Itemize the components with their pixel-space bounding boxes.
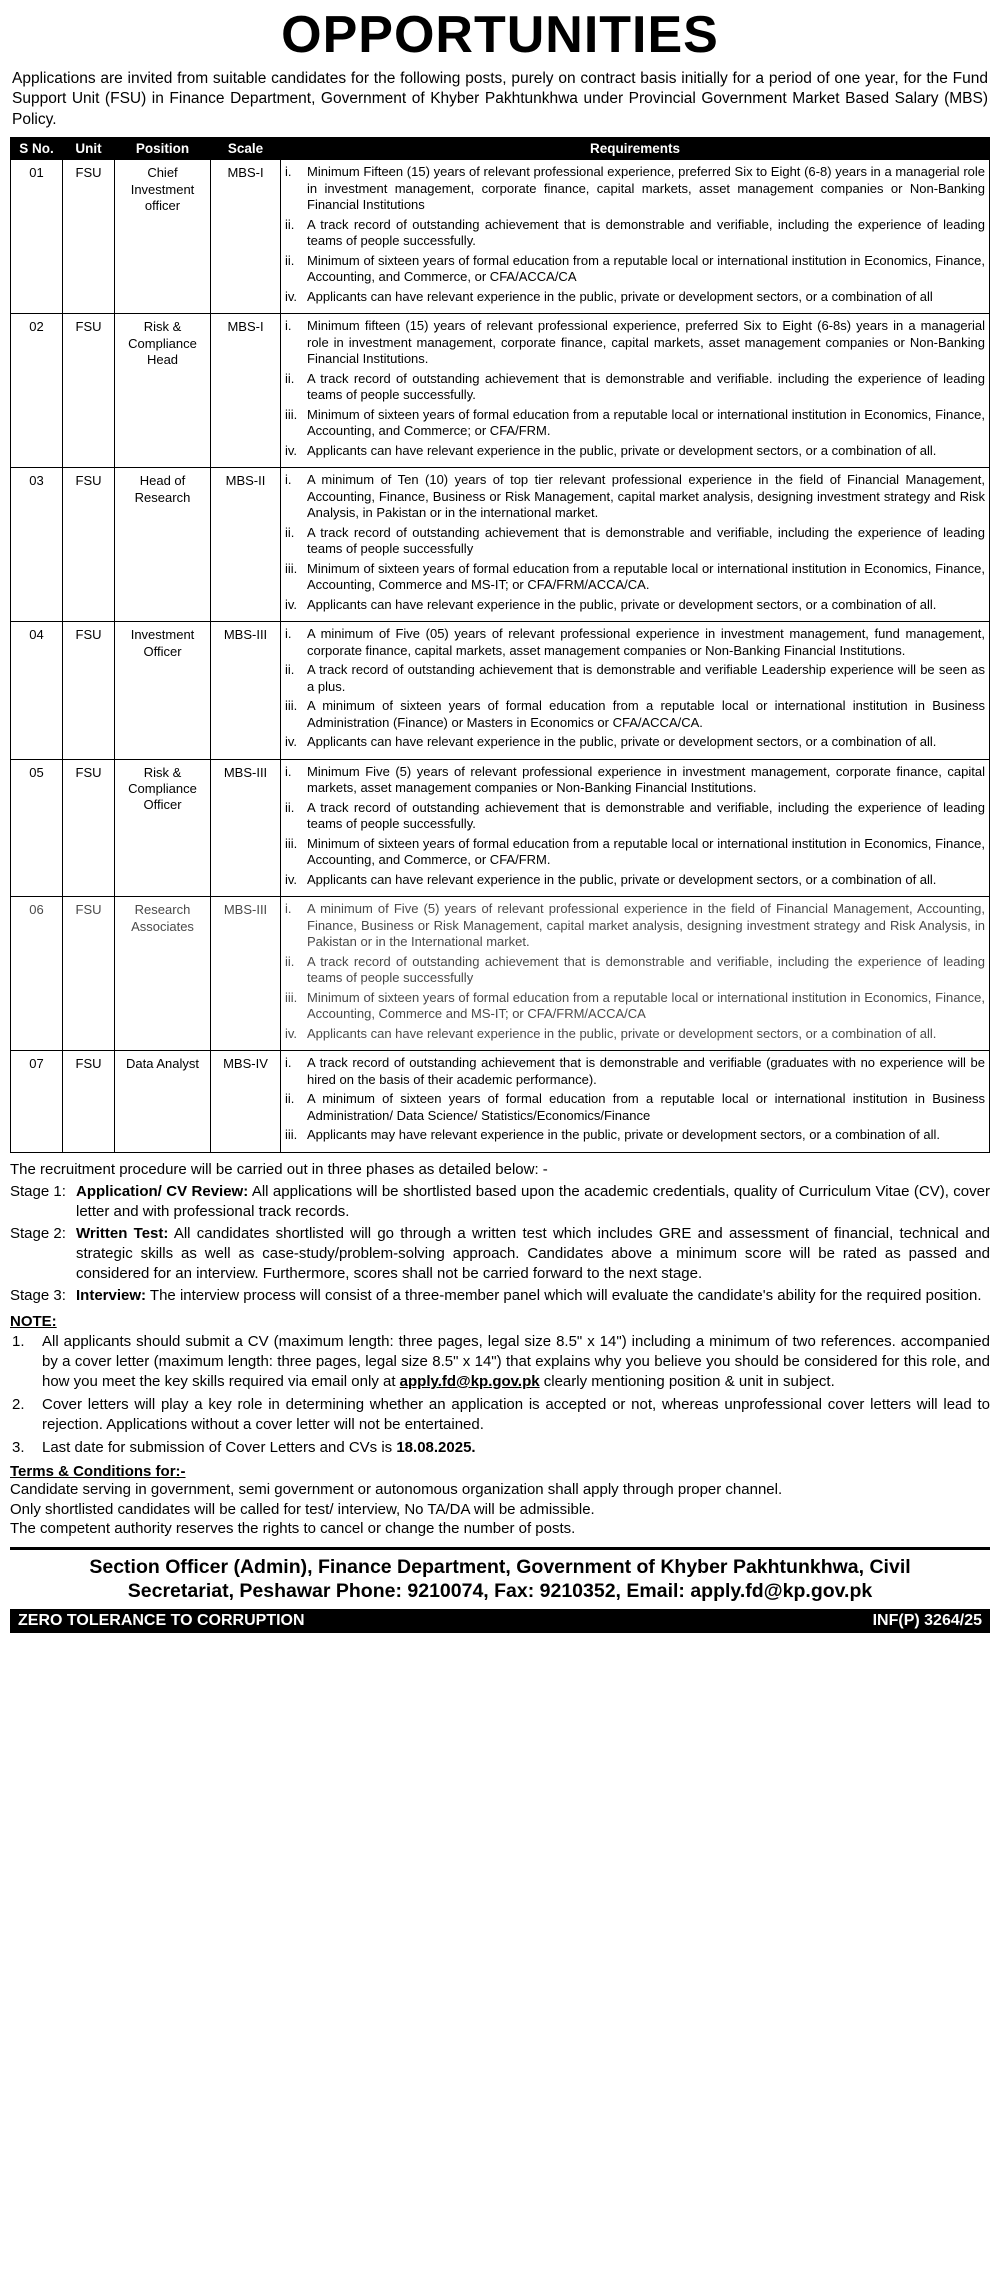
cell-sno: 01 xyxy=(11,160,63,314)
cell-unit: FSU xyxy=(63,897,115,1051)
requirement-text: A track record of outstanding achievement that is demonstrable and verifiable, including the experience of leading teams of people successfully xyxy=(307,524,985,557)
requirement-number: iv. xyxy=(285,288,298,304)
procedure-stage xyxy=(10,1224,990,1284)
stage-title: Written Test: xyxy=(76,1225,169,1243)
col-header-requirements: Requirements xyxy=(281,138,990,160)
cell-requirements xyxy=(281,1051,990,1153)
inf-reference: INF(P) 3264/25 xyxy=(872,1612,982,1630)
cell-position: Head of Research xyxy=(115,468,211,622)
requirement-number: i. xyxy=(285,1055,292,1071)
requirement-text: A track record of outstanding achievement that is demonstrable and verifiable Leadership experience will be seen as a plus. xyxy=(307,662,985,694)
terms-heading: Terms & Conditions for:- xyxy=(10,1463,186,1481)
cell-position: Investment Officer xyxy=(115,622,211,760)
col-header-position: Position xyxy=(115,138,211,160)
stage-text: Application/ CV Review: All applications will be shortlisted based upon the academic credentials, quality of Curriculum Vitae (CV), cover letter and with professional track records. xyxy=(76,1183,990,1221)
requirement-item xyxy=(283,734,985,751)
requirement-item xyxy=(283,698,985,731)
footer-contact xyxy=(10,1547,990,1604)
requirement-number: ii. xyxy=(285,953,295,969)
cell-sno: 07 xyxy=(11,1051,63,1153)
cell-unit: FSU xyxy=(63,759,115,897)
requirement-text: A minimum of Five (5) years of relevant professional experience in the field of Financial Management, Accounting, Finance, Business or Risk Management, capital market analysis, designing investment strategy and Risk Analysis, in Pakistan or in the International market. xyxy=(307,901,985,950)
requirement-number: ii. xyxy=(285,370,295,386)
requirement-number: i. xyxy=(285,472,292,488)
note-number: 1. xyxy=(12,1332,25,1350)
requirement-text: A track record of outstanding achievement that is demonstrable and verifiable (graduates with no experience will be hired on the basis of their academic performance). xyxy=(307,1055,985,1087)
note-item xyxy=(10,1332,990,1392)
cell-requirements xyxy=(281,622,990,760)
requirement-text: A minimum of Five (05) years of relevant professional experience in investment management, fund management, corporate finance, capital markets, asset management companies or Non-Banking Financial Institutions. xyxy=(307,626,985,658)
stage-title: Interview: xyxy=(76,1287,147,1305)
cell-scale: MBS-III xyxy=(211,622,281,760)
table-row xyxy=(11,897,990,1051)
requirement-text: Minimum of sixteen years of formal education from a reputable local or international institution in Economics, Finance, Accounting, and Commerce, or CFA/FRM. xyxy=(307,835,985,868)
requirement-number: iv. xyxy=(285,596,298,612)
requirement-item xyxy=(283,1091,985,1124)
table-row xyxy=(11,468,990,622)
cell-scale: MBS-I xyxy=(211,314,281,468)
requirement-text: Minimum Fifteen (15) years of relevant professional experience, preferred Six to Eight (6-8) years in a managerial role in investment management, corporate finance, capital markets, asset management companies or Non-Banking Financial Institutions xyxy=(307,164,985,213)
note-text: Last date for submission of Cover Letters and CVs is 18.08.2025. xyxy=(42,1439,476,1457)
cell-requirements xyxy=(281,468,990,622)
note-text: Cover letters will play a key role in determining whether an application is accepted or not, whereas unprofessional cover letters will lead to rejection. Applications without a cover letter will not be entertained. xyxy=(42,1395,990,1433)
cell-sno: 06 xyxy=(11,897,63,1051)
requirement-number: iii. xyxy=(285,406,298,422)
requirement-number: iii. xyxy=(285,698,298,714)
requirement-number: iii. xyxy=(285,989,298,1005)
requirement-number: iii. xyxy=(285,560,298,576)
cell-unit: FSU xyxy=(63,314,115,468)
note-number: 3. xyxy=(12,1439,25,1457)
cell-unit: FSU xyxy=(63,622,115,760)
requirement-text: Minimum Five (5) years of relevant professional experience in investment management, corporate finance, capital markets, asset management companies or Non-Banking Financial Institutions. xyxy=(307,763,985,796)
cell-requirements xyxy=(281,897,990,1051)
requirement-item xyxy=(283,954,985,987)
requirement-text: Applicants can have relevant experience in the public, private or development sectors, or a combination of all. xyxy=(307,871,937,887)
cell-requirements xyxy=(281,314,990,468)
table-row xyxy=(11,314,990,468)
procedure-stage xyxy=(10,1182,990,1222)
requirement-text: A track record of outstanding achievement that is demonstrable and verifiable. including the experience of leading teams of people successfully. xyxy=(307,370,985,403)
cell-requirements xyxy=(281,759,990,897)
terms-line: Candidate serving in government, semi government or autonomous organization shall apply through proper channel. xyxy=(10,1481,783,1499)
col-header-unit: Unit xyxy=(63,138,115,160)
cell-scale: MBS-II xyxy=(211,468,281,622)
cell-position: Data Analyst xyxy=(115,1051,211,1153)
corruption-slogan: ZERO TOLERANCE TO CORRUPTION xyxy=(18,1612,305,1630)
cell-sno: 04 xyxy=(11,622,63,760)
requirement-number: ii. xyxy=(285,252,295,268)
requirement-text: Minimum of sixteen years of formal education from a reputable local or international institution in Economics, Finance, Accounting, and Commerce; or CFA/FRM. xyxy=(307,406,985,439)
requirement-item xyxy=(283,872,985,889)
requirement-text: Minimum of sixteen years of formal education from a reputable local or international institution in Economics, Finance, Accounting, and Commerce, or CFA/ACCA/CA xyxy=(307,252,985,285)
requirement-number: ii. xyxy=(285,524,295,540)
requirement-item xyxy=(283,318,985,368)
requirement-item xyxy=(283,443,985,460)
recruitment-procedure xyxy=(10,1160,990,1307)
requirement-text: Minimum of sixteen years of formal education from a reputable local or international institution in Economics, Finance, Accounting, Commerce and MS-IT; or CFA/FRM/ACCA/CA. xyxy=(307,560,985,593)
requirement-text: A minimum of Ten (10) years of top tier relevant professional experience in the field of Financial Management, Accounting, Finance, Business or Risk Management, capital market analysis, designing investment strategy and Risk Analysis, in Pakistan or in the international market. xyxy=(307,472,985,521)
cell-unit: FSU xyxy=(63,468,115,622)
cell-unit: FSU xyxy=(63,1051,115,1153)
requirement-item xyxy=(283,597,985,614)
notes-list xyxy=(10,1332,990,1459)
cell-sno: 02 xyxy=(11,314,63,468)
requirement-item xyxy=(283,472,985,522)
cell-scale: MBS-III xyxy=(211,897,281,1051)
table-header-row xyxy=(11,138,990,160)
cell-position: Risk & Compliance Head xyxy=(115,314,211,468)
requirement-text: A track record of outstanding achievement that is demonstrable and verifiable, including the experience of leading teams of people successfully xyxy=(307,953,985,986)
requirement-number: ii. xyxy=(285,799,295,815)
bottom-bar xyxy=(10,1609,990,1633)
requirement-item xyxy=(283,800,985,833)
requirement-text: Applicants may have relevant experience in the public, private or development sectors, or a combination of all. xyxy=(307,1127,941,1143)
procedure-lead: The recruitment procedure will be carried out in three phases as detailed below: - xyxy=(10,1160,548,1178)
cell-position: Risk & Compliance Officer xyxy=(115,759,211,897)
col-header-sno: S No. xyxy=(11,138,63,160)
requirement-text: A track record of outstanding achievement that is demonstrable and verifiable, including the experience of leading teams of people successfully. xyxy=(307,799,985,832)
apply-email-link[interactable]: apply.fd@kp.gov.pk xyxy=(399,1372,540,1390)
requirement-item xyxy=(283,1127,985,1144)
table-row xyxy=(11,160,990,314)
requirement-text: Minimum of sixteen years of formal education from a reputable local or international institution in Economics, Finance, Accounting, Commerce and MS-IT; or CFA/FRM/ACCA/CA xyxy=(307,989,985,1022)
footer-line-1: Section Officer (Admin), Finance Department, Government of Khyber Pakhtunkhwa, Civil xyxy=(89,1555,911,1578)
requirement-item xyxy=(283,253,985,286)
procedure-stage xyxy=(10,1286,990,1306)
requirement-text: Applicants can have relevant experience in the public, private or development sectors, or a combination of all. xyxy=(307,442,937,458)
requirement-text: Minimum fifteen (15) years of relevant professional experience, preferred Six to Eight (6-8s) years in a managerial role in investment management, corporate finance, capital markets, asset management companies or Non-Banking Financial Institutions. xyxy=(307,318,985,367)
requirement-text: A track record of outstanding achievement that is demonstrable and verifiable, including the experience of leading teams of people successfully. xyxy=(307,216,985,249)
stage-text: Written Test: All candidates shortlisted will go through a written test which includes GRE and assessment of financial, technical and strategic skills as well as case-study/problem-solving approach. Candidates above a minimum score will be rated as passed and considered for an interview. Furthermore, scores shall not be carried forward to the next stage. xyxy=(76,1225,991,1283)
cell-position: Chief Investment officer xyxy=(115,160,211,314)
requirement-number: iv. xyxy=(285,734,298,750)
note-heading: NOTE: xyxy=(10,1312,57,1330)
requirement-text: Applicants can have relevant experience in the public, private or development sectors, or a combination of all xyxy=(307,288,933,304)
requirement-number: iv. xyxy=(285,442,298,458)
terms-line: The competent authority reserves the rights to cancel or change the number of posts. xyxy=(10,1520,576,1538)
col-header-scale: Scale xyxy=(211,138,281,160)
requirement-number: iv. xyxy=(285,871,298,887)
requirement-number: iii. xyxy=(285,835,298,851)
requirement-item xyxy=(283,836,985,869)
note-item xyxy=(10,1395,990,1435)
cell-scale: MBS-I xyxy=(211,160,281,314)
stage-text: Interview: The interview process will consist of a three-member panel which will evaluate the candidate's ability for the required position. xyxy=(76,1287,982,1305)
requirement-item xyxy=(283,371,985,404)
stage-label: Stage 2: xyxy=(10,1225,66,1243)
requirement-number: iv. xyxy=(285,1025,298,1041)
table-row xyxy=(11,759,990,897)
requirement-text: A minimum of sixteen years of formal education from a reputable local or international institution in Business Administration/ Data Science/ Statistics/Economics/Finance xyxy=(307,1091,985,1123)
cell-unit: FSU xyxy=(63,160,115,314)
requirement-number: i. xyxy=(285,164,292,180)
requirement-text: Applicants can have relevant experience in the public, private or development sectors, or a combination of all. xyxy=(307,1025,937,1041)
requirement-item xyxy=(283,525,985,558)
requirement-number: i. xyxy=(285,626,292,642)
terms-lines xyxy=(10,1480,990,1539)
cell-requirements xyxy=(281,160,990,314)
requirement-item xyxy=(283,1055,985,1088)
table-row xyxy=(11,622,990,760)
requirement-number: iii. xyxy=(285,1127,298,1143)
requirement-text: Applicants can have relevant experience in the public, private or development sectors, or a combination of all. xyxy=(307,734,937,750)
requirement-item xyxy=(283,662,985,695)
requirement-text: Applicants can have relevant experience in the public, private or development sectors, or a combination of all. xyxy=(307,596,937,612)
note-text: All applicants should submit a CV (maximum length: three pages, legal size 8.5" x 14") including a minimum of two references. accompanied by a cover letter (maximum length: three pages, legal size 8.5" x 14") that explains why you believe you should be considered for this role, and how you meet the key skills required via email only at apply.fd@kp.gov.pk clearly mentioning position & unit in subject. xyxy=(42,1332,990,1390)
requirement-number: ii. xyxy=(285,216,295,232)
requirement-item xyxy=(283,217,985,250)
requirement-number: i. xyxy=(285,318,292,334)
requirement-number: i. xyxy=(285,901,292,917)
requirement-item xyxy=(283,164,985,214)
intro-paragraph: Applications are invited from suitable candidates for the following posts, purely on contract basis initially for a period of one year, for the Fund Support Unit (FSU) in Finance Department, Government of Khyber Pakhtunkhwa under Provincial Government Market Based Salary (MBS) Policy. xyxy=(12,69,988,128)
cell-scale: MBS-IV xyxy=(211,1051,281,1153)
requirement-number: ii. xyxy=(285,1091,295,1107)
terms-line: Only shortlisted candidates will be called for test/ interview, No TA/DA will be admissible. xyxy=(10,1500,595,1518)
page-title: OPPORTUNITIES xyxy=(281,6,719,64)
note-number: 2. xyxy=(12,1395,25,1413)
stage-label: Stage 3: xyxy=(10,1287,66,1305)
requirement-number: ii. xyxy=(285,662,295,678)
requirement-item xyxy=(283,561,985,594)
note-item xyxy=(10,1438,990,1458)
requirement-item xyxy=(283,764,985,797)
cell-sno: 03 xyxy=(11,468,63,622)
requirement-item xyxy=(283,407,985,440)
footer-line-2: Secretariat, Peshawar Phone: 9210074, Fax: 9210352, Email: apply.fd@kp.gov.pk xyxy=(127,1580,873,1603)
cell-scale: MBS-III xyxy=(211,759,281,897)
cell-sno: 05 xyxy=(11,759,63,897)
requirement-item xyxy=(283,901,985,951)
requirement-item xyxy=(283,626,985,659)
table-row xyxy=(11,1051,990,1153)
requirement-item xyxy=(283,1026,985,1043)
requirement-text: A minimum of sixteen years of formal education from a reputable local or international institution in Business Administration (Finance) or Masters in Economics or CFA/ACCA/CA. xyxy=(307,698,985,730)
cell-position: Research Associates xyxy=(115,897,211,1051)
stage-label: Stage 1: xyxy=(10,1183,66,1201)
last-date: 18.08.2025. xyxy=(396,1439,476,1457)
stage-title: Application/ CV Review: xyxy=(76,1183,249,1201)
requirement-item xyxy=(283,990,985,1023)
positions-table xyxy=(10,137,990,1153)
requirement-item xyxy=(283,289,985,306)
requirement-number: i. xyxy=(285,763,292,779)
